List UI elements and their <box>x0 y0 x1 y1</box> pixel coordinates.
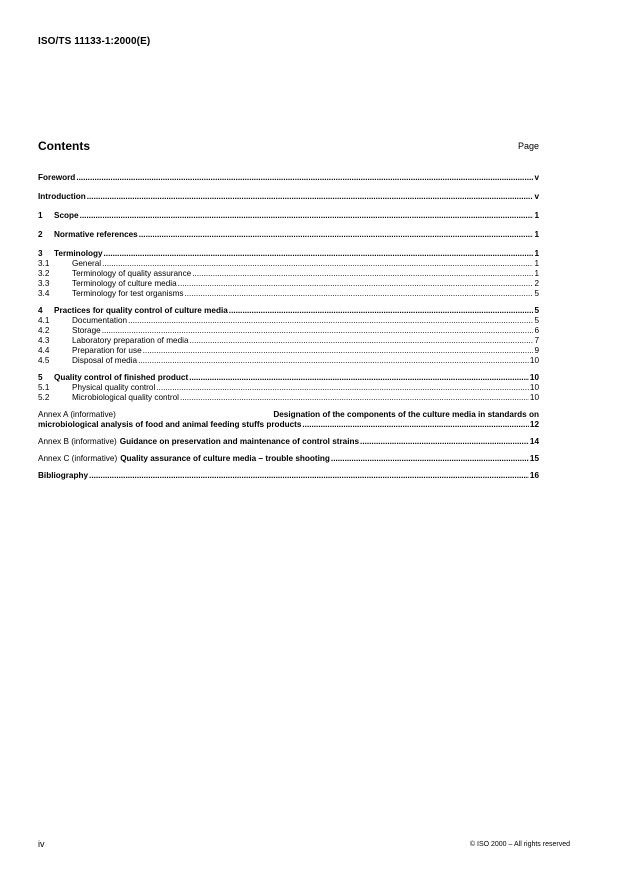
toc-entry-page: 10 <box>529 383 539 392</box>
toc-entry-page: 10 <box>529 393 539 402</box>
toc-entry-scope[interactable] <box>38 211 539 221</box>
toc-leader-dots <box>180 393 529 403</box>
toc-entry-bibliography[interactable] <box>38 471 539 481</box>
toc-entry-number: 5 <box>38 373 43 382</box>
toc-entry-number: 4.1 <box>38 316 50 325</box>
page-title: Contents <box>38 139 90 153</box>
table-of-contents <box>38 173 539 481</box>
toc-annex-prefix: Annex B (informative) <box>38 437 117 446</box>
toc-leader-dots <box>192 269 533 279</box>
toc-entry-number: 4 <box>38 306 43 315</box>
toc-entry-physical-quality-control[interactable] <box>38 383 539 393</box>
toc-entry-page: 1 <box>534 269 539 278</box>
toc-entry-number: 1 <box>38 211 43 220</box>
toc-leader-dots <box>143 346 534 356</box>
toc-leader-dots <box>76 173 533 183</box>
toc-entry-laboratory-preparation[interactable] <box>38 336 539 346</box>
toc-entry-title: Documentation <box>72 316 128 325</box>
toc-entry-title-continued: microbiological analysis of food and animal feeding stuffs products <box>38 420 302 429</box>
toc-entry-terminology-quality-assurance[interactable] <box>38 269 539 279</box>
toc-leader-dots <box>156 383 529 393</box>
footer-page-number: iv <box>38 839 45 849</box>
toc-entry-terminology-culture-media[interactable] <box>38 279 539 289</box>
toc-leader-dots <box>80 211 534 221</box>
toc-entry-title: Storage <box>72 326 101 335</box>
toc-leader-dots <box>190 336 534 346</box>
toc-entry-title: Quality control of finished product <box>54 373 189 382</box>
toc-entry-number: 3.1 <box>38 259 50 268</box>
toc-entry-title: Terminology of quality assurance <box>72 269 192 278</box>
toc-leader-dots <box>229 306 534 316</box>
toc-entry-number: 3.4 <box>38 289 50 298</box>
toc-leader-dots <box>302 420 528 430</box>
page-column-label: Page <box>517 141 539 151</box>
document-identifier: ISO/TS 11133-1:2000(E) <box>38 36 151 47</box>
toc-entry-title: Terminology for test organisms <box>72 289 184 298</box>
toc-leader-dots <box>189 373 529 383</box>
toc-leader-dots <box>104 249 534 259</box>
toc-entry-title: Bibliography <box>38 471 89 480</box>
toc-entry-number: 4.4 <box>38 346 50 355</box>
toc-entry-preparation-for-use[interactable] <box>38 346 539 356</box>
toc-entry-title: Introduction <box>38 192 86 201</box>
toc-entry-title: Terminology of culture media <box>72 279 177 288</box>
toc-entry-title: Quality assurance of culture media – trouble shooting <box>120 454 330 463</box>
toc-entry-page: 5 <box>534 316 539 325</box>
toc-entry-microbiological-quality-control[interactable] <box>38 393 539 403</box>
toc-entry-title: Disposal of media <box>72 356 138 365</box>
toc-entry-page: 1 <box>534 249 539 258</box>
toc-entry-number: 4.2 <box>38 326 50 335</box>
toc-leader-dots <box>139 230 534 240</box>
toc-entry-disposal-of-media[interactable] <box>38 356 539 366</box>
toc-entry-introduction[interactable] <box>38 192 539 202</box>
toc-leader-dots <box>102 259 533 269</box>
toc-entry-title: General <box>72 259 102 268</box>
toc-entry-documentation[interactable] <box>38 316 539 326</box>
toc-entry-number: 4.3 <box>38 336 50 345</box>
toc-entry-page: v <box>534 173 539 182</box>
toc-entry-storage[interactable] <box>38 326 539 336</box>
toc-entry-title: Practices for quality control of culture media <box>54 306 228 315</box>
toc-entry-page: 1 <box>534 211 539 220</box>
toc-entry-title: Terminology <box>54 249 103 258</box>
toc-entry-terminology-test-organisms[interactable] <box>38 289 539 299</box>
toc-entry-title: Microbiological quality control <box>72 393 179 402</box>
toc-entry-page: 5 <box>534 306 539 315</box>
toc-leader-dots <box>89 471 529 481</box>
toc-entry-page: 1 <box>534 230 539 239</box>
toc-entry-normative-references[interactable] <box>38 230 539 240</box>
toc-annex-prefix: Annex C (informative) <box>38 454 118 463</box>
toc-entry-page: 15 <box>529 454 539 463</box>
toc-entry-title: Physical quality control <box>72 383 156 392</box>
toc-entry-page: 1 <box>534 259 539 268</box>
toc-entry-number: 2 <box>38 230 43 239</box>
toc-leader-dots <box>138 356 529 366</box>
toc-entry-page: 6 <box>534 326 539 335</box>
toc-leader-dots <box>331 454 529 464</box>
toc-entry-number: 3.3 <box>38 279 50 288</box>
toc-entry-page: 2 <box>534 279 539 288</box>
toc-entry-number: 5.2 <box>38 393 50 402</box>
footer-copyright: © ISO 2000 – All rights reserved <box>469 841 570 848</box>
toc-entry-foreword[interactable] <box>38 173 539 183</box>
toc-entry-number: 3.2 <box>38 269 50 278</box>
toc-entry-page: 16 <box>529 471 539 480</box>
toc-leader-dots <box>184 289 533 299</box>
toc-entry-number: 3 <box>38 249 43 258</box>
toc-leader-dots <box>178 279 534 289</box>
toc-entry-title: Foreword <box>38 173 76 182</box>
toc-entry-title: Scope <box>54 211 79 220</box>
toc-entry-page: v <box>534 192 539 201</box>
toc-entry-page: 14 <box>529 437 539 446</box>
toc-entry-terminology[interactable] <box>38 249 539 259</box>
toc-entry-page: 7 <box>534 336 539 345</box>
toc-entry-title: Designation of the components of the culture media in standards on <box>273 410 539 419</box>
toc-entry-page: 9 <box>534 346 539 355</box>
toc-entry-annex-a[interactable] <box>38 410 539 430</box>
toc-leader-dots <box>102 326 534 336</box>
toc-entry-page: 10 <box>529 373 539 382</box>
toc-entry-title: Normative references <box>54 230 138 239</box>
toc-entry-number: 5.1 <box>38 383 50 392</box>
toc-entry-title: Preparation for use <box>72 346 142 355</box>
toc-entry-page: 5 <box>534 289 539 298</box>
toc-annex-prefix: Annex A (informative) <box>38 410 116 419</box>
toc-entry-page: 10 <box>529 356 539 365</box>
toc-leader-dots <box>360 437 529 447</box>
toc-entry-annex-b[interactable] <box>38 437 539 447</box>
toc-entry-number: 4.5 <box>38 356 50 365</box>
toc-entry-practices-quality-control[interactable] <box>38 306 539 316</box>
toc-leader-dots <box>87 192 534 202</box>
toc-leader-dots <box>128 316 533 326</box>
toc-entry-title: Guidance on preservation and maintenance of control strains <box>119 437 360 446</box>
toc-entry-general[interactable] <box>38 259 539 269</box>
toc-entry-title: Laboratory preparation of media <box>72 336 189 345</box>
toc-entry-annex-c[interactable] <box>38 454 539 464</box>
toc-entry-quality-control-finished[interactable] <box>38 373 539 383</box>
toc-entry-page: 12 <box>529 420 539 429</box>
